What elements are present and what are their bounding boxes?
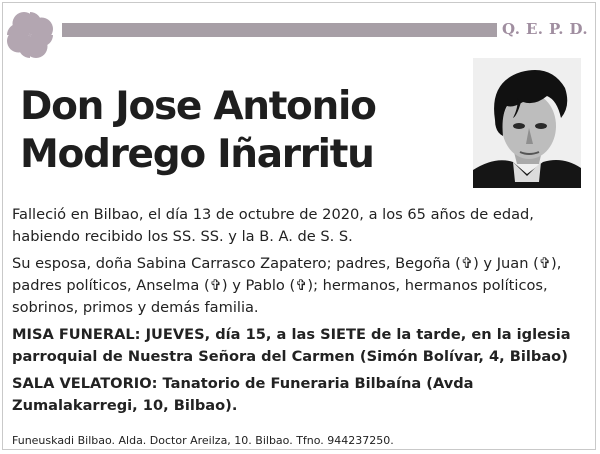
deceased-photo xyxy=(473,58,581,188)
header-bar xyxy=(62,23,497,37)
qepd-label: Q. E. P. D. xyxy=(502,20,588,38)
funeral-home-footer: Funeuskadi Bilbao. Alda. Doctor Areilza, 10. Bilbao. Tfno. 944237250. xyxy=(12,434,394,447)
death-details: Falleció en Bilbao, el día 13 de octubre de 2020, a los 65 años de edad, habiendo recibido los SS. SS. y la B. A. de S. S. xyxy=(12,206,534,245)
deceased-name xyxy=(20,83,376,179)
wake-location: SALA VELATORIO: Tanatorio de Funeraria Bilbaína (Avda Zumalakarregi, 10, Bilbao). xyxy=(12,375,474,414)
family-list: Su esposa, doña Sabina Carrasco Zapatero; padres, Begoña (✞) y Juan (✞), padres políticos, Anselma (✞) y Pablo (✞); hermanos, hermanos políticos, sobrinos, primos y demás familia. xyxy=(12,255,562,316)
lauburu-icon xyxy=(4,9,56,61)
name-line-2: Modrego Iñarritu xyxy=(20,132,374,177)
obituary-body xyxy=(12,204,577,422)
name-line-1: Don Jose Antonio xyxy=(20,84,376,129)
funeral-mass: MISA FUNERAL: JUEVES, día 15, a las SIETE de la tarde, en la iglesia parroquial de Nuestra Señora del Carmen (Simón Bolívar, 4, Bilbao) xyxy=(12,326,571,365)
